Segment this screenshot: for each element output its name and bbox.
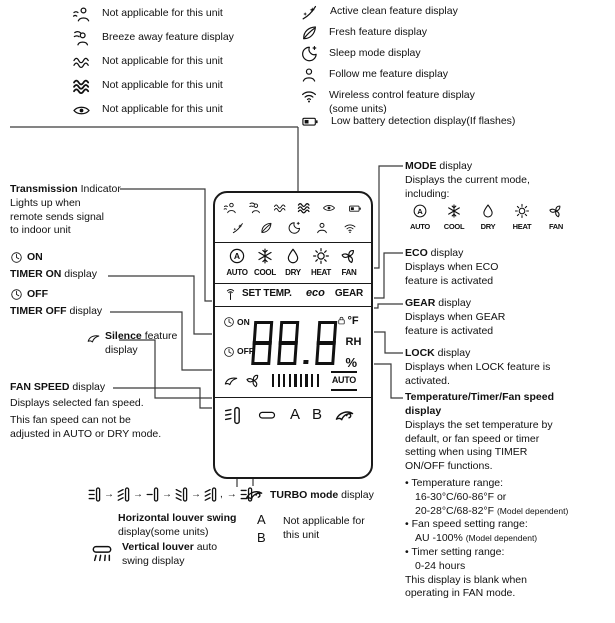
- legend-label: Not applicable for this unit: [102, 7, 223, 19]
- arrow-glyph: →: [162, 488, 172, 500]
- timer-off-tag: OFF: [10, 288, 48, 302]
- transmission-title: Transmission Indicator: [10, 183, 121, 195]
- timer-clock-icon: [10, 251, 23, 264]
- legend-label: Fresh feature display: [329, 26, 428, 38]
- fan-speed-body-2: This fan speed can not be adjusted in AUTO or DRY mode.: [10, 414, 162, 440]
- strong-wind-icon: [297, 201, 311, 215]
- mode-heat: [307, 247, 335, 280]
- temperature-digits: [251, 313, 337, 365]
- mode-fan: FAN: [543, 203, 569, 234]
- mode-label: FAN: [341, 268, 357, 277]
- timer-range-line: 0-24 hours: [415, 559, 466, 572]
- mode-label: HEAT: [311, 268, 331, 277]
- sleep-moon-icon: [287, 221, 301, 235]
- timer-clock-icon: [10, 288, 23, 301]
- legend-label: Low battery detection display(If flashes): [331, 115, 516, 127]
- fahrenheit-label: °F: [347, 314, 359, 327]
- mode-auto: [223, 247, 251, 280]
- temp-timer-body: Displays the set temperature by default, or fan speed or timer setting when using TIMER ON/OFF functions.: [405, 419, 553, 472]
- eco-title: ECO display: [405, 247, 464, 259]
- legend-item: [300, 87, 530, 116]
- mode-auto: AUTO: [407, 203, 433, 234]
- heat-mode-icon: [312, 247, 330, 265]
- lcd-divider: [215, 283, 371, 284]
- turbo-icon: [334, 405, 355, 426]
- lcd-settemp-row: [223, 287, 363, 302]
- breeze-away-icon: [248, 201, 262, 215]
- silence-title: Silence feature display: [105, 330, 178, 356]
- louver-position-icon: [204, 486, 217, 503]
- legend-label: Breeze away feature display: [102, 31, 234, 43]
- arrow-glyph: →: [133, 488, 143, 500]
- lcd-fanspeed-row: [223, 371, 363, 391]
- timer-indicators: [223, 313, 253, 359]
- remote-lcd-panel: [213, 191, 373, 479]
- mode-body: Displays the current mode, including:: [405, 174, 530, 200]
- wireless-icon: [343, 221, 357, 235]
- legend-item: [72, 53, 223, 72]
- mode-dry: [279, 247, 307, 280]
- legend-label: Wireless control feature display (some units): [329, 89, 475, 115]
- temp-timer-bullets: [405, 477, 610, 601]
- digit-eight: [315, 320, 337, 364]
- digit-eight: [277, 320, 299, 364]
- follow-me-person-icon: [300, 66, 318, 84]
- auto-fan-indicator: AUTO: [331, 371, 357, 391]
- lock-title: LOCK display: [405, 347, 471, 359]
- cool-mode-icon: [446, 203, 462, 219]
- lcd-louver-row: [223, 405, 363, 426]
- lcd-feature-row-1: [223, 201, 363, 215]
- silence-icon: [223, 373, 239, 389]
- active-clean-icon: [231, 221, 245, 235]
- transmission-icon: [223, 287, 238, 302]
- timer-clock-icon: [223, 316, 235, 328]
- lcd-main-row: [223, 313, 363, 370]
- comma-glyph: ,: [220, 488, 223, 500]
- wind-feel-person-icon: [223, 201, 237, 215]
- temperature-range-line-2: 20-28°C/68-82°F (Model dependent): [415, 504, 569, 517]
- bullet-fan-speed-range: • Fan speed setting range:: [405, 518, 528, 531]
- legend-label: Follow me feature display: [329, 68, 449, 80]
- gear-title: GEAR display: [405, 297, 471, 309]
- arrow-glyph: →: [104, 488, 114, 500]
- legend-item: [300, 3, 458, 22]
- low-battery-icon: [300, 113, 320, 130]
- timer-off-title: TIMER OFF display: [10, 305, 103, 317]
- fan-speed-range-line: AU -100% (Model dependent): [415, 532, 538, 545]
- percent-label: %: [345, 354, 358, 370]
- gear-indicator: GEAR: [334, 288, 363, 300]
- mode-heat: HEAT: [509, 203, 535, 234]
- timer-clock-icon: [223, 346, 235, 358]
- eco-body: Displays when ECO feature is activated: [405, 261, 499, 287]
- mode-label: DRY: [285, 268, 301, 277]
- mode-label: COOL: [254, 268, 276, 277]
- lcd-divider: [215, 306, 371, 307]
- lcd-divider: [215, 242, 371, 243]
- legend-item: [72, 5, 223, 24]
- arrow-glyph: →: [191, 488, 201, 500]
- temp-timer-title: Temperature/Timer/Fan speed display: [405, 391, 554, 417]
- letter-b-label: B: [257, 530, 266, 545]
- temp-timer-footer: This display is blank when operating in FAN mode.: [405, 573, 527, 600]
- timer-on-indicator: [223, 316, 253, 330]
- eye-icon: [72, 101, 91, 120]
- lock-body: Displays when LOCK feature is activated.: [405, 361, 551, 387]
- fan-speed-icon: [245, 372, 262, 389]
- decimal-point: [303, 359, 308, 364]
- bullet-temperature-range: • Temperature range:: [405, 477, 504, 489]
- bullet-timer-range: • Timer setting range:: [405, 545, 505, 558]
- turbo-title: TURBO mode display: [270, 489, 374, 501]
- timer-off-label: OFF: [237, 346, 254, 356]
- fan-mode-icon: [340, 247, 358, 265]
- timer-on-title: TIMER ON display: [10, 268, 97, 280]
- legend-label: Not applicable for this unit: [102, 55, 223, 67]
- follow-me-person-icon: [315, 221, 329, 235]
- legend-label: Sleep mode display: [329, 47, 421, 59]
- fan-speed-body-1: Displays selected fan speed.: [10, 397, 144, 409]
- legend-item: [72, 29, 234, 48]
- mode-dry: DRY: [475, 203, 501, 234]
- gear-body: Displays when GEAR feature is activated: [405, 311, 506, 337]
- auto-mode-icon: [228, 247, 246, 265]
- temperature-range-line-1: 16-30°C/60-86°F or: [415, 490, 507, 503]
- timer-off-indicator: [223, 345, 253, 359]
- vertical-louver-auto-icon: [90, 543, 114, 565]
- fresh-leaf-icon: [300, 24, 318, 42]
- mode-title: MODE display: [405, 160, 473, 172]
- sleep-moon-icon: [300, 45, 318, 63]
- heat-mode-icon: [514, 203, 530, 219]
- letter-a: A: [290, 406, 301, 424]
- eco-indicator: eco: [305, 287, 325, 300]
- louver-position-icon: [88, 486, 101, 503]
- mode-label: AUTO: [226, 268, 248, 277]
- lcd-feature-row-2: [223, 221, 363, 235]
- arrow-glyph: →: [226, 488, 237, 500]
- eye-icon: [322, 201, 336, 215]
- louver-position-icon: [146, 486, 159, 503]
- legend-item: [300, 66, 448, 84]
- active-clean-icon: [300, 3, 319, 22]
- legend-item: [300, 45, 421, 63]
- legend-item: [300, 24, 427, 42]
- mode-cool: [251, 247, 279, 280]
- mode-fan: [335, 247, 363, 280]
- turbo-icon: [244, 485, 264, 505]
- soft-wind-icon: [273, 201, 287, 215]
- mode-icon-legend: [407, 203, 569, 234]
- fan-speed-bars: [272, 374, 319, 387]
- low-battery-icon: [347, 202, 363, 215]
- timer-on-tag: ON: [10, 251, 43, 265]
- digit-eight: [251, 320, 273, 364]
- letter-b: B: [312, 406, 323, 424]
- vertical-louver-title: Vertical louver auto swing display: [122, 541, 218, 567]
- humidity-label: RH: [345, 336, 362, 348]
- mode-cool: COOL: [441, 203, 467, 234]
- lcd-divider: [215, 397, 371, 398]
- lock-icon: [336, 315, 347, 326]
- breeze-away-icon: [72, 29, 91, 48]
- unit-indicators: [336, 313, 364, 370]
- transmission-body: Lights up when remote sends signal to indoor unit: [10, 197, 104, 236]
- fan-mode-icon: [548, 203, 564, 219]
- timer-on-label: ON: [237, 316, 250, 327]
- auto-mode-icon: [412, 203, 428, 219]
- soft-wind-icon: [72, 53, 91, 72]
- wireless-icon: [300, 87, 318, 105]
- dry-mode-icon: [480, 203, 496, 219]
- set-temp-label: SET TEMP.: [242, 288, 292, 300]
- legend-label: Not applicable for this unit: [102, 103, 223, 115]
- legend-item: [72, 77, 223, 96]
- fan-speed-title: FAN SPEED display: [10, 381, 106, 393]
- cool-mode-icon: [256, 247, 274, 265]
- legend-label: Not applicable for this unit: [102, 79, 223, 91]
- lock-and-unit: [336, 315, 359, 329]
- louver-swing-sequence: [88, 486, 253, 503]
- strong-wind-icon: [72, 77, 91, 96]
- horizontal-louver-icon: [256, 406, 278, 424]
- letter-a-label: A: [257, 512, 266, 527]
- louver-position-icon: [175, 486, 188, 503]
- dry-mode-icon: [284, 247, 302, 265]
- louver-position-icon: [117, 486, 130, 503]
- wind-feel-person-icon: [72, 5, 91, 24]
- legend-item: [72, 101, 223, 120]
- silence-icon: [86, 331, 101, 346]
- horizontal-louver-title: Horizontal louver swing display(some units): [118, 512, 237, 538]
- fresh-leaf-icon: [259, 221, 273, 235]
- ab-not-applicable-text: Not applicable for this unit: [283, 515, 365, 541]
- legend-label: Active clean feature display: [330, 5, 458, 17]
- legend-item: [300, 113, 515, 130]
- vertical-louver-icon: [223, 405, 244, 426]
- lcd-mode-row: [223, 247, 363, 280]
